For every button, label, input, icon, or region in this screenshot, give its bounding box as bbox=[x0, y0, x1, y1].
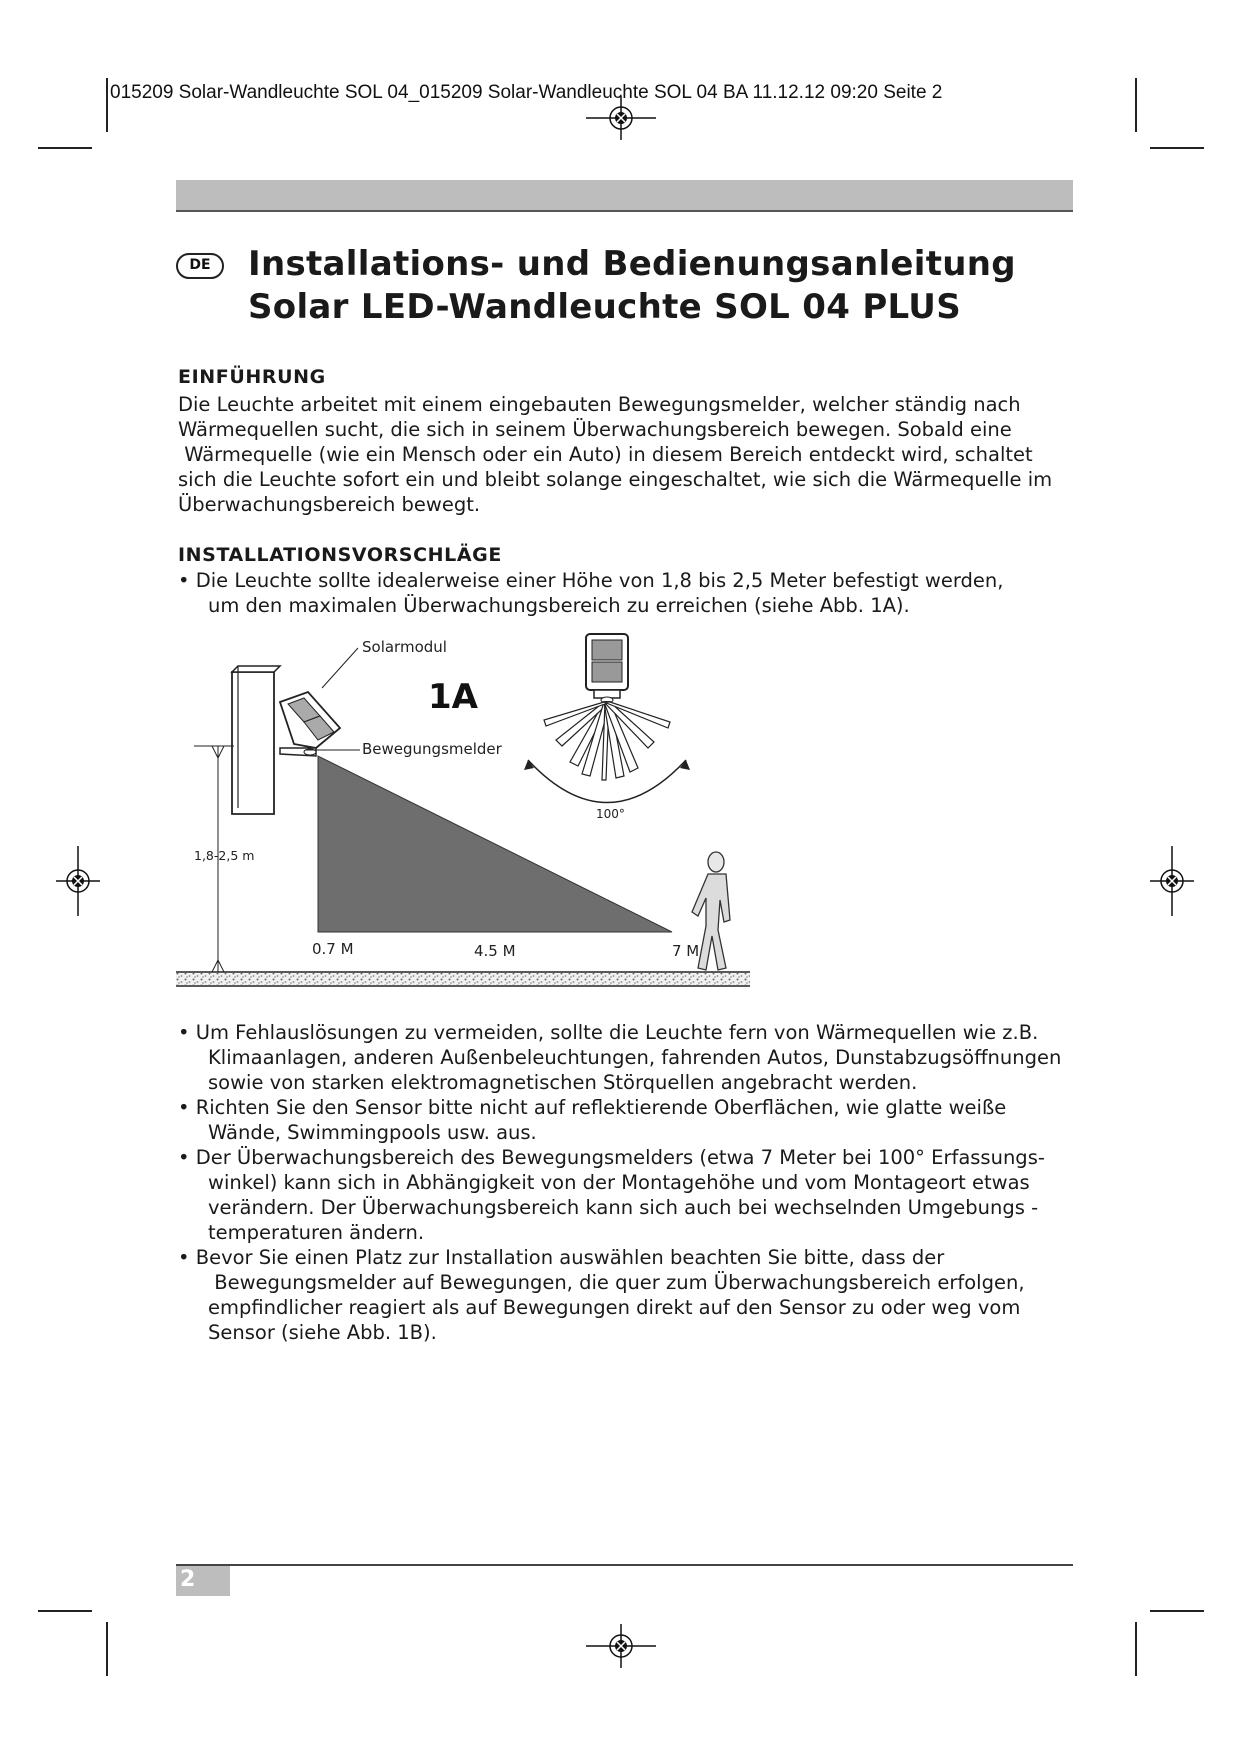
bullet-line: Klimaanlagen, anderen Außenbeleuchtungen, fahrenden Autos, Dunstabzugsöffnungen bbox=[208, 1046, 1062, 1069]
language-badge: DE bbox=[176, 253, 224, 279]
figure-label-1a: 1A bbox=[428, 677, 478, 717]
person-icon bbox=[692, 852, 730, 970]
bullet-line: • Richten Sie den Sensor bitte nicht auf reflektierende Oberflächen, wie glatte weiße bbox=[178, 1096, 1007, 1119]
wall-illustration bbox=[232, 666, 280, 814]
crop-mark-bottom-left-horizontal bbox=[38, 1610, 92, 1612]
crop-mark-top-left-horizontal bbox=[38, 147, 92, 149]
label-dist-near: 0.7 M bbox=[312, 940, 354, 958]
registration-mark-right-icon bbox=[1150, 846, 1194, 916]
intro-line: Wärmequelle (wie ein Mensch oder ein Auto) in diesem Bereich entdeckt wird, schaltet bbox=[178, 443, 1033, 466]
crop-mark-top-right-horizontal bbox=[1150, 147, 1204, 149]
bullet-line: verändern. Der Überwachungsbereich kann sich auch bei wechselnden Umgebungs - bbox=[208, 1196, 1039, 1219]
registration-mark-bottom-icon bbox=[586, 1624, 656, 1668]
bullet-line: • Die Leuchte sollte idealerweise einer Höhe von 1,8 bis 2,5 Meter befestigt werden, bbox=[178, 569, 1004, 592]
bullet-sensor-ausrichtung bbox=[178, 1095, 1078, 1145]
sensor-top-view-and-person bbox=[520, 630, 770, 980]
sensor-top-view-icon bbox=[586, 634, 628, 703]
registration-mark-left-icon bbox=[56, 846, 100, 916]
bullet-line: • Um Fehlauslösungen zu vermeiden, sollte die Leuchte fern von Wärmequellen wie z.B. bbox=[178, 1021, 1039, 1044]
bullet-line: um den maximalen Überwachungsbereich zu erreichen (siehe Abb. 1A). bbox=[208, 594, 910, 617]
bullet-line: Bewegungsmelder auf Bewegungen, die quer zum Überwachungsbereich erfolgen, bbox=[208, 1271, 1025, 1294]
bullet-platzwahl bbox=[178, 1245, 1078, 1345]
label-angle: 100° bbox=[596, 807, 625, 821]
label-bewegungsmelder: Bewegungsmelder bbox=[362, 740, 502, 758]
section-heading-installationsvorschlaege: INSTALLATIONSVORSCHLÄGE bbox=[178, 544, 502, 566]
title-line-1: Installations- und Bedienungsanleitung bbox=[248, 244, 1016, 284]
crop-mark-bottom-right-vertical bbox=[1135, 1622, 1137, 1676]
label-dist-mid: 4.5 M bbox=[474, 942, 516, 960]
bullet-line: temperaturen ändern. bbox=[208, 1221, 425, 1244]
bullet-ueberwachungsbereich bbox=[178, 1145, 1078, 1245]
crop-mark-bottom-left-vertical bbox=[106, 1622, 108, 1676]
footer-rule bbox=[176, 1564, 1073, 1566]
bullet-fehlausloesungen bbox=[178, 1020, 1078, 1095]
label-height: 1,8-2,5 m bbox=[194, 848, 255, 863]
print-slug-header: 015209 Solar-Wandleuchte SOL 04_015209 Solar-Wandleuchte SOL 04 BA 11.12.12 09:20 Seite 2 bbox=[110, 82, 943, 103]
intro-line: sich die Leuchte sofort ein und bleibt solange eingeschaltet, wie sich die Wärmequelle im bbox=[178, 468, 1053, 491]
install-bullet-1 bbox=[178, 568, 1078, 618]
intro-line: Überwachungsbereich bewegt. bbox=[178, 493, 481, 516]
crop-mark-top-right-vertical bbox=[1135, 78, 1137, 132]
title-line-2: Solar LED-Wandleuchte SOL 04 PLUS bbox=[248, 287, 961, 327]
section-heading-einfuehrung: EINFÜHRUNG bbox=[178, 366, 326, 388]
crop-mark-bottom-right-horizontal bbox=[1150, 1610, 1204, 1612]
page-number: 2 bbox=[180, 1567, 196, 1592]
label-solarmodul: Solarmodul bbox=[362, 638, 447, 656]
intro-line: Wärmequellen sucht, die sich in seinem Überwachungsbereich bewegen. Sobald eine bbox=[178, 418, 1012, 441]
bullet-line: Sensor (siehe Abb. 1B). bbox=[208, 1321, 437, 1344]
intro-paragraph bbox=[178, 392, 1078, 517]
bullet-line: winkel) kann sich in Abhängigkeit von der Montagehöhe und vom Montageort etwas bbox=[208, 1171, 1030, 1194]
bullet-line: empfindlicher reagiert als auf Bewegungen direkt auf den Sensor zu oder weg vom bbox=[208, 1296, 1021, 1319]
label-dist-far: 7 M bbox=[672, 942, 700, 960]
bullet-line: sowie von starken elektromagnetischen Störquellen angebracht werden. bbox=[208, 1071, 918, 1094]
page-header-bar bbox=[176, 180, 1073, 212]
registration-mark-top-icon bbox=[586, 96, 656, 140]
intro-line: Die Leuchte arbeitet mit einem eingebauten Bewegungsmelder, welcher ständig nach bbox=[178, 393, 1021, 416]
bullet-line: • Der Überwachungsbereich des Bewegungsmelders (etwa 7 Meter bei 100° Erfassungs- bbox=[178, 1146, 1045, 1169]
bullet-line: Wände, Swimmingpools usw. aus. bbox=[208, 1121, 537, 1144]
detection-rays-icon bbox=[544, 702, 670, 780]
crop-mark-top-left-vertical bbox=[106, 78, 108, 132]
lamp-illustration bbox=[280, 692, 340, 756]
bullet-line: • Bevor Sie einen Platz zur Installation auswählen beachten Sie bitte, dass der bbox=[178, 1246, 945, 1269]
